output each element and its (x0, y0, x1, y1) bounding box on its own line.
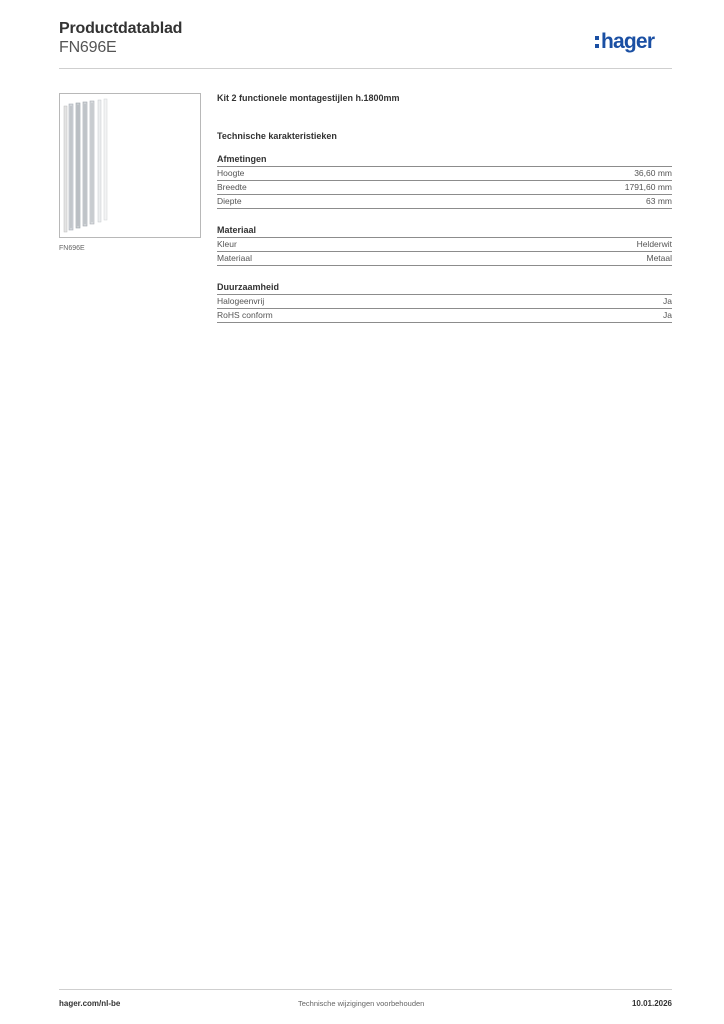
spec-label: Materiaal (217, 253, 252, 263)
footer-website-link[interactable]: hager.com/nl-be (59, 999, 121, 1008)
product-code: FN696E (59, 39, 117, 56)
spec-row (217, 180, 672, 194)
spec-value: Metaal (646, 253, 672, 263)
spec-value: Helderwit (636, 239, 672, 249)
group-duurzaamheid (217, 282, 672, 323)
spec-row (217, 308, 672, 323)
spec-row (217, 166, 672, 180)
group-title: Afmetingen (217, 154, 267, 164)
footer-disclaimer: Technische wijzigingen voorbehouden (298, 999, 425, 1008)
section-heading: Technische karakteristieken (217, 131, 337, 141)
spec-row (217, 251, 672, 266)
page-title: Productdatablad (59, 20, 183, 37)
spec-row (217, 237, 672, 251)
footer-divider (59, 989, 672, 990)
spec-label: Diepte (217, 196, 242, 206)
spec-label: RoHS conform (217, 310, 273, 320)
group-materiaal (217, 225, 672, 266)
image-caption: FN696E (59, 245, 85, 252)
header-divider (59, 68, 672, 69)
spec-value: 1791,60 mm (624, 182, 672, 192)
spec-row (217, 194, 672, 209)
group-title: Materiaal (217, 225, 257, 235)
spec-label: Hoogte (217, 168, 245, 178)
spec-table (217, 166, 672, 209)
spec-content (217, 93, 672, 323)
hager-logo (594, 27, 674, 59)
product-image (59, 93, 201, 238)
spec-value: Ja (663, 296, 672, 306)
spec-value: Ja (663, 310, 672, 320)
group-title: Duurzaamheid (217, 282, 280, 292)
product-description: Kit 2 functionele montagestijlen h.1800mm (217, 93, 400, 103)
group-afmetingen (217, 154, 672, 209)
spec-table (217, 294, 672, 323)
spec-value: 36,60 mm (634, 168, 672, 178)
spec-table (217, 237, 672, 266)
brand-wordmark: hager (601, 30, 655, 53)
spec-value: 63 mm (646, 196, 672, 206)
footer-date: 10.01.2026 (631, 999, 672, 1008)
spec-label: Halogeenvrij (217, 296, 265, 306)
spec-row (217, 294, 672, 308)
spec-label: Kleur (217, 239, 237, 249)
spec-label: Breedte (217, 182, 247, 192)
mounting-rails-illustration (60, 94, 200, 237)
